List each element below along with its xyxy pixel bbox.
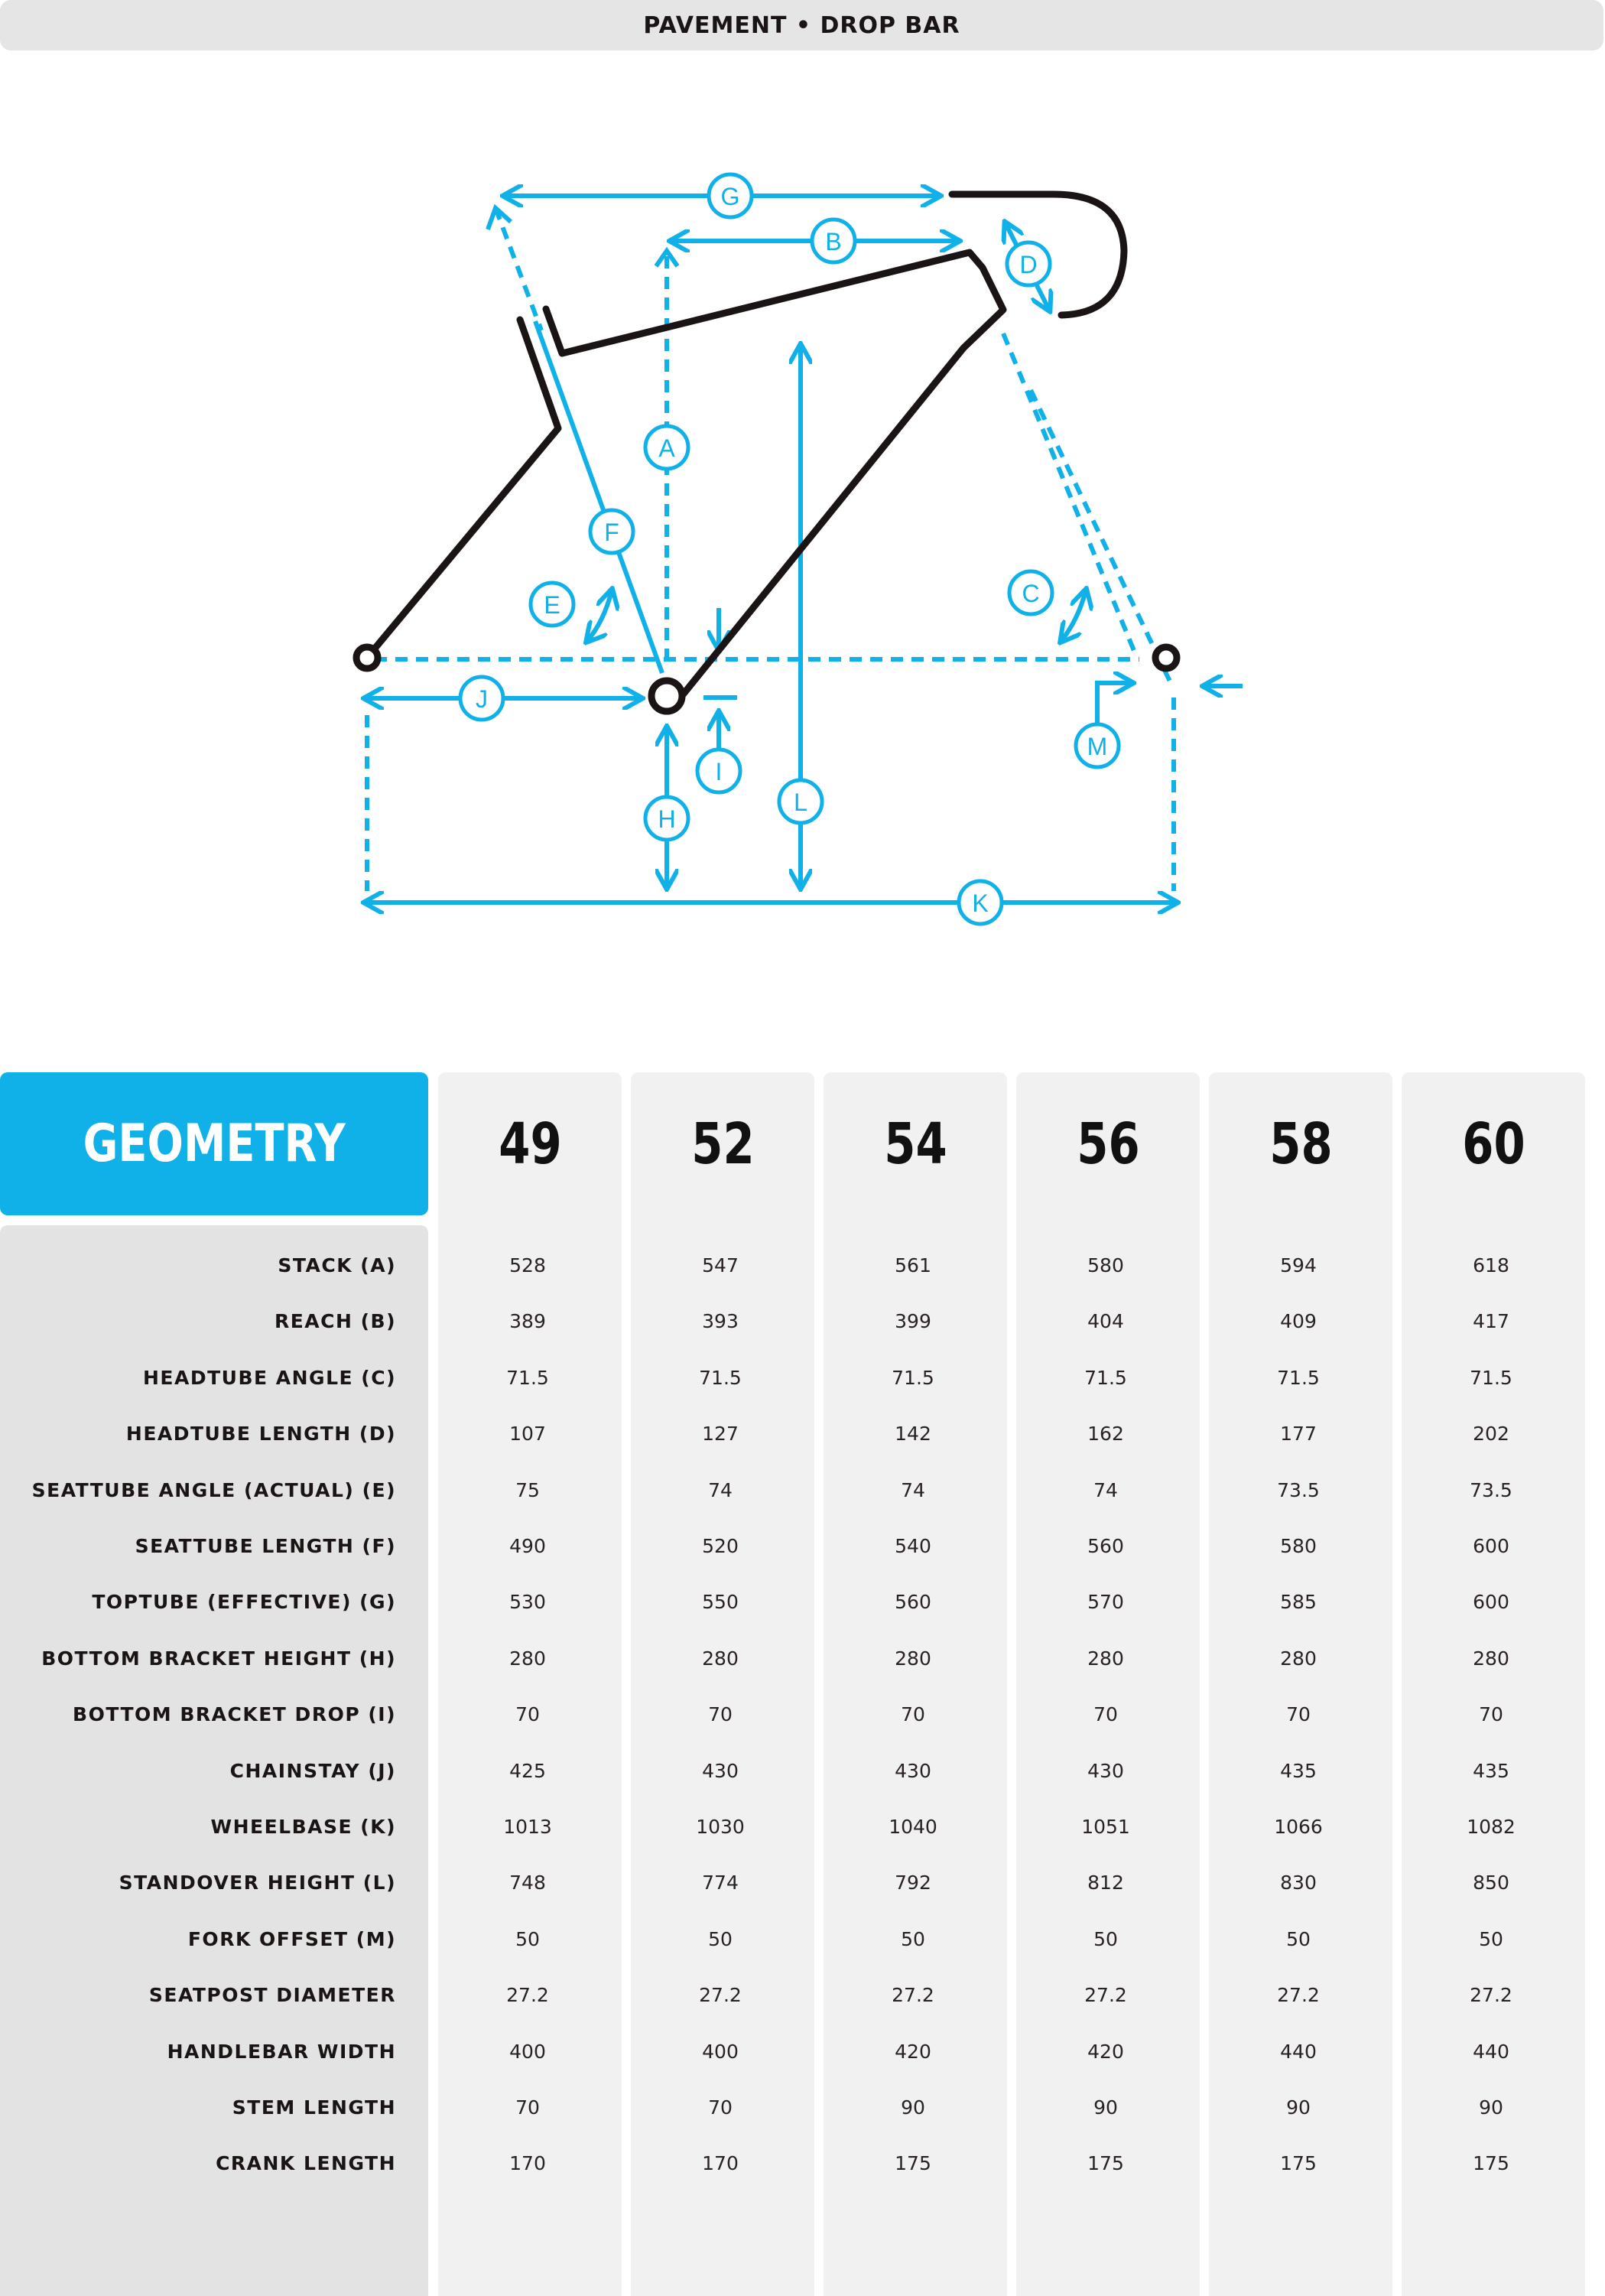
table-cell: 50 xyxy=(901,1927,925,1950)
label-k xyxy=(959,881,1002,924)
table-cell: 71.5 xyxy=(1277,1366,1320,1389)
label-g xyxy=(709,174,752,217)
row-label: SEATTUBE LENGTH (F) xyxy=(135,1535,396,1557)
table-cell: 540 xyxy=(895,1535,931,1557)
table-cell: 170 xyxy=(702,2152,739,2175)
table-cell: 73.5 xyxy=(1470,1478,1512,1501)
table-cell: 547 xyxy=(702,1254,739,1276)
table-cell: 70 xyxy=(901,1703,925,1726)
table-cell: 1051 xyxy=(1081,1816,1130,1838)
table-cell: 580 xyxy=(1280,1535,1317,1557)
table-cell: 50 xyxy=(1093,1927,1118,1950)
table-cell: 27.2 xyxy=(1084,1984,1127,2007)
svg-text:K: K xyxy=(972,889,989,917)
svg-text:H: H xyxy=(658,805,676,833)
table-cell: 71.5 xyxy=(699,1366,742,1389)
row-label: REACH (B) xyxy=(274,1310,396,1333)
table-cell: 175 xyxy=(1280,2152,1317,2175)
svg-text:G: G xyxy=(720,183,740,210)
dim-m-leader xyxy=(1097,683,1132,725)
table-cell: 107 xyxy=(509,1423,546,1446)
svg-text:M: M xyxy=(1087,733,1108,760)
table-cell: 70 xyxy=(708,2096,733,2119)
table-cell: 560 xyxy=(895,1591,931,1614)
table-cell: 175 xyxy=(1473,2152,1509,2175)
table-cell: 50 xyxy=(1479,1927,1503,1950)
row-label: CHAINSTAY (J) xyxy=(229,1759,396,1782)
geometry-title: GEOMETRY xyxy=(83,1114,346,1174)
size-value: 58 xyxy=(1269,1111,1333,1177)
table-cell: 420 xyxy=(895,2040,931,2063)
table-cell: 580 xyxy=(1087,1254,1124,1276)
table-cell: 430 xyxy=(702,1759,739,1782)
table-cell: 170 xyxy=(509,2152,546,2175)
size-header xyxy=(1402,1072,1585,1215)
table-cell: 389 xyxy=(509,1310,546,1333)
table-cell: 425 xyxy=(509,1759,546,1782)
table-cell: 280 xyxy=(1280,1647,1317,1670)
row-label: WHEELBASE (K) xyxy=(210,1816,396,1838)
table-cell: 90 xyxy=(1093,2096,1118,2119)
table-cell: 71.5 xyxy=(892,1366,934,1389)
size-header xyxy=(1209,1072,1392,1215)
size-value: 52 xyxy=(690,1111,755,1177)
table-cell: 420 xyxy=(1087,2040,1124,2063)
row-label: STACK (A) xyxy=(278,1254,396,1276)
table-cell: 50 xyxy=(1286,1927,1311,1950)
table-cell: 27.2 xyxy=(699,1984,742,2007)
table-cell: 1082 xyxy=(1467,1816,1516,1838)
banner-text: PAVEMENT • DROP BAR xyxy=(643,11,960,39)
label-m xyxy=(1076,724,1119,767)
size-header xyxy=(438,1072,622,1215)
table-cell: 280 xyxy=(1473,1647,1509,1670)
table-cell: 1040 xyxy=(889,1816,937,1838)
front-axle xyxy=(1155,647,1177,668)
table-cell: 27.2 xyxy=(892,1984,934,2007)
table-cell: 90 xyxy=(1479,2096,1503,2119)
table-cell: 528 xyxy=(509,1254,546,1276)
svg-text:E: E xyxy=(544,591,560,619)
table-cell: 440 xyxy=(1473,2040,1509,2063)
table-cell: 74 xyxy=(708,1478,733,1501)
table-cell: 71.5 xyxy=(1470,1366,1512,1389)
table-cell: 435 xyxy=(1473,1759,1509,1782)
table-cell: 570 xyxy=(1087,1591,1124,1614)
table-cell: 280 xyxy=(509,1647,546,1670)
table-cell: 393 xyxy=(702,1310,739,1333)
bottom-bracket xyxy=(651,681,682,711)
size-value: 60 xyxy=(1461,1111,1525,1177)
table-cell: 74 xyxy=(901,1478,925,1501)
table-cell: 50 xyxy=(515,1927,540,1950)
row-label: STEM LENGTH xyxy=(232,2096,396,2119)
size-header xyxy=(1016,1072,1200,1215)
table-cell: 142 xyxy=(895,1423,931,1446)
table-cell: 417 xyxy=(1473,1310,1509,1333)
table-cell: 162 xyxy=(1087,1423,1124,1446)
row-label: HANDLEBAR WIDTH xyxy=(167,2040,396,2063)
table-cell: 430 xyxy=(895,1759,931,1782)
size-value: 49 xyxy=(498,1111,562,1177)
bike-geometry-diagram xyxy=(0,0,1605,994)
table-cell: 748 xyxy=(509,1872,546,1894)
table-cell: 1066 xyxy=(1274,1816,1323,1838)
table-cell: 400 xyxy=(509,2040,546,2063)
row-label: HEADTUBE ANGLE (C) xyxy=(143,1366,396,1389)
table-cell: 435 xyxy=(1280,1759,1317,1782)
table-cell: 50 xyxy=(708,1927,733,1950)
svg-text:B: B xyxy=(825,228,842,255)
table-cell: 73.5 xyxy=(1277,1478,1320,1501)
row-label: BOTTOM BRACKET DROP (I) xyxy=(73,1703,396,1726)
top-tube xyxy=(546,252,1003,698)
svg-text:F: F xyxy=(604,519,619,546)
table-cell: 70 xyxy=(708,1703,733,1726)
table-cell: 71.5 xyxy=(506,1366,549,1389)
table-cell: 1030 xyxy=(696,1816,745,1838)
table-cell: 792 xyxy=(895,1872,931,1894)
row-label: HEADTUBE LENGTH (D) xyxy=(125,1423,396,1446)
table-cell: 520 xyxy=(702,1535,739,1557)
table-cell: 70 xyxy=(1286,1703,1311,1726)
row-label: STANDOVER HEIGHT (L) xyxy=(119,1872,396,1894)
table-cell: 490 xyxy=(509,1535,546,1557)
row-label: SEATPOST DIAMETER xyxy=(148,1984,396,2007)
table-cell: 71.5 xyxy=(1084,1366,1127,1389)
table-cell: 280 xyxy=(702,1647,739,1670)
table-cell: 75 xyxy=(515,1478,540,1501)
fork-axis-2 xyxy=(1031,390,1171,685)
row-label: FORK OFFSET (M) xyxy=(187,1927,396,1950)
dim-g-extension xyxy=(495,208,541,330)
label-a xyxy=(645,426,688,469)
label-e xyxy=(531,583,573,626)
table-cell: 550 xyxy=(702,1591,739,1614)
table-cell: 74 xyxy=(1093,1478,1118,1501)
label-h xyxy=(645,797,688,840)
svg-text:J: J xyxy=(476,685,488,713)
table-cell: 830 xyxy=(1280,1872,1317,1894)
svg-text:L: L xyxy=(794,789,807,816)
table-cell: 127 xyxy=(702,1423,739,1446)
label-b xyxy=(812,220,855,262)
svg-text:I: I xyxy=(715,758,723,785)
table-cell: 90 xyxy=(1286,2096,1311,2119)
dim-e-arc xyxy=(587,590,612,641)
table-cell: 430 xyxy=(1087,1759,1124,1782)
row-label: SEATTUBE ANGLE (ACTUAL) (E) xyxy=(31,1478,396,1501)
table-cell: 202 xyxy=(1473,1423,1509,1446)
table-cell: 175 xyxy=(1087,2152,1124,2175)
table-cell: 561 xyxy=(895,1254,931,1276)
table-cell: 1013 xyxy=(503,1816,552,1838)
label-i xyxy=(697,750,740,792)
table-cell: 774 xyxy=(702,1872,739,1894)
dim-c-arc xyxy=(1061,590,1086,641)
table-cell: 27.2 xyxy=(1470,1984,1512,2007)
table-cell: 600 xyxy=(1473,1535,1509,1557)
table-cell: 409 xyxy=(1280,1310,1317,1333)
table-cell: 280 xyxy=(895,1647,931,1670)
label-c xyxy=(1009,571,1052,614)
table-cell: 560 xyxy=(1087,1535,1124,1557)
table-cell: 585 xyxy=(1280,1591,1317,1614)
table-cell: 600 xyxy=(1473,1591,1509,1614)
table-cell: 70 xyxy=(1093,1703,1118,1726)
label-d xyxy=(1007,242,1050,285)
row-label: TOPTUBE (EFFECTIVE) (G) xyxy=(92,1591,396,1614)
geometry-header xyxy=(0,1072,428,1215)
table-cell: 70 xyxy=(515,2096,540,2119)
table-cell: 618 xyxy=(1473,1254,1509,1276)
table-cell: 27.2 xyxy=(506,1984,549,2007)
label-j xyxy=(460,677,503,720)
label-l xyxy=(779,780,822,823)
table-cell: 812 xyxy=(1087,1872,1124,1894)
table-cell: 70 xyxy=(515,1703,540,1726)
table-cell: 280 xyxy=(1087,1647,1124,1670)
table-cell: 400 xyxy=(702,2040,739,2063)
size-value: 54 xyxy=(883,1111,947,1177)
row-label: BOTTOM BRACKET HEIGHT (H) xyxy=(41,1647,396,1670)
size-header xyxy=(631,1072,814,1215)
table-cell: 404 xyxy=(1087,1310,1124,1333)
label-f xyxy=(590,510,633,553)
svg-text:D: D xyxy=(1019,251,1038,278)
table-cell: 530 xyxy=(509,1591,546,1614)
svg-text:A: A xyxy=(658,434,675,462)
row-label: CRANK LENGTH xyxy=(216,2152,396,2175)
dimension-labels xyxy=(460,174,1119,924)
table-cell: 850 xyxy=(1473,1872,1509,1894)
rear-axle xyxy=(356,647,378,668)
table-cell: 440 xyxy=(1280,2040,1317,2063)
table-cell: 399 xyxy=(895,1310,931,1333)
svg-text:C: C xyxy=(1022,580,1040,607)
size-header xyxy=(824,1072,1007,1215)
table-cell: 175 xyxy=(895,2152,931,2175)
table-cell: 177 xyxy=(1280,1423,1317,1446)
table-cell: 90 xyxy=(901,2096,925,2119)
table-cell: 27.2 xyxy=(1277,1984,1320,2007)
table-cell: 594 xyxy=(1280,1254,1317,1276)
table-cell: 70 xyxy=(1479,1703,1503,1726)
size-value: 56 xyxy=(1076,1111,1140,1177)
